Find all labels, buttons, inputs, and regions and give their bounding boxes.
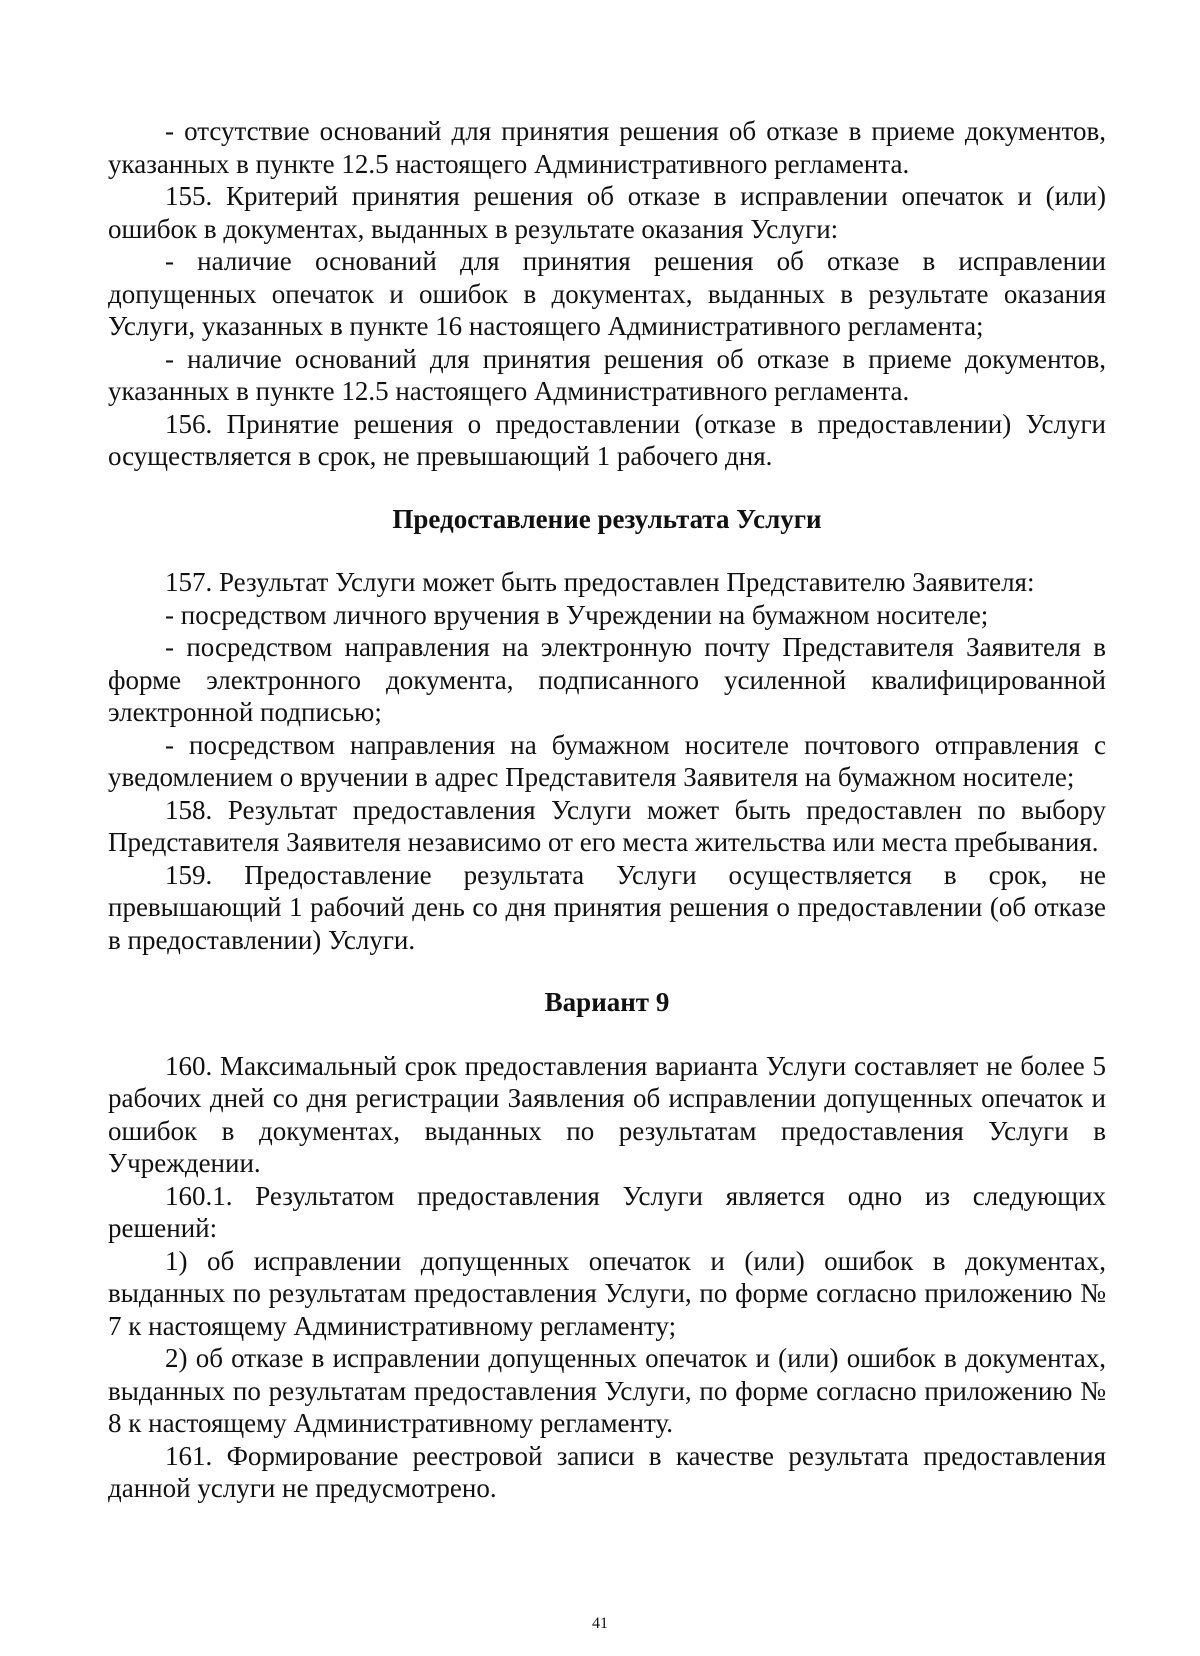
paragraph: 2) об отказе в исправлении допущенных опечаток и (или) ошибок в документах, выданных по результатам предоставления Услуги, по форме согласно приложению № 8 к настоящему Административному регламенту.	[108, 1343, 1106, 1438]
paragraph: 161. Формирование реестровой записи в качестве результата предоставления данной услуги не предусмотрено.	[108, 1440, 1106, 1503]
paragraph: - посредством направления на электронную почту Представителя Заявителя в форме электронного документа, подписанного усиленной квалифицированной электронной подписью;	[108, 632, 1106, 727]
paragraph: 155. Критерий принятия решения об отказе в исправлении опечаток и (или) ошибок в документах, выданных в результате оказания Услуги:	[108, 181, 1106, 244]
paragraph: - наличие оснований для принятия решения об отказе в приеме документов, указанных в пункте 12.5 настоящего Административного регламента.	[108, 343, 1106, 406]
paragraph: 160.1. Результатом предоставления Услуги является одно из следующих решений:	[108, 1180, 1106, 1243]
document-page	[108, 115, 1106, 1505]
paragraph: - посредством направления на бумажном носителе почтового отправления с уведомлением о вручении в адрес Представителя Заявителя на бумажном носителе;	[108, 729, 1106, 792]
paragraph: 157. Результат Услуги может быть предоставлен Представителю Заявителя:	[165, 567, 1035, 597]
paragraph: 156. Принятие решения о предоставлении (отказе в предоставлении) Услуги осуществляется в срок, не превышающий 1 рабочего дня.	[108, 408, 1106, 471]
section-heading-result: Предоставление результата Услуги	[392, 503, 822, 534]
paragraph: - посредством личного вручения в Учреждении на бумажном носителе;	[165, 599, 989, 630]
paragraph: 158. Результат предоставления Услуги может быть предоставлен по выбору Представителя Заявителя независимо от его места жительства или места пребывания.	[108, 794, 1106, 857]
section-heading-variant: Вариант 9	[544, 987, 670, 1017]
paragraph: - наличие оснований для принятия решения об отказе в исправлении допущенных опечаток и ошибок в документах, выданных в результате оказания Услуги, указанных в пункте 16 настоящего Административного регламента;	[108, 246, 1106, 341]
paragraph: 159. Предоставление результата Услуги осуществляется в срок, не превышающий 1 рабочий день со дня принятия решения о предоставлении (об отказе в предоставлении) Услуги.	[108, 859, 1106, 955]
paragraph: - отсутствие оснований для принятия решения об отказе в приеме документов, указанных в пункте 12.5 настоящего Административного регламента.	[108, 116, 1106, 179]
paragraph: 1) об исправлении допущенных опечаток и (или) ошибок в документах, выданных по результатам предоставления Услуги, по форме согласно приложению № 7 к настоящему Административному регламенту;	[108, 1245, 1106, 1341]
paragraph: 160. Максимальный срок предоставления варианта Услуги составляет не более 5 рабочих дней со дня регистрации Заявления об исправлении допущенных опечаток и ошибок в документах, выданных по результатам предоставления Услуги в Учреждении.	[108, 1050, 1106, 1178]
page-number: 41	[592, 1615, 608, 1632]
